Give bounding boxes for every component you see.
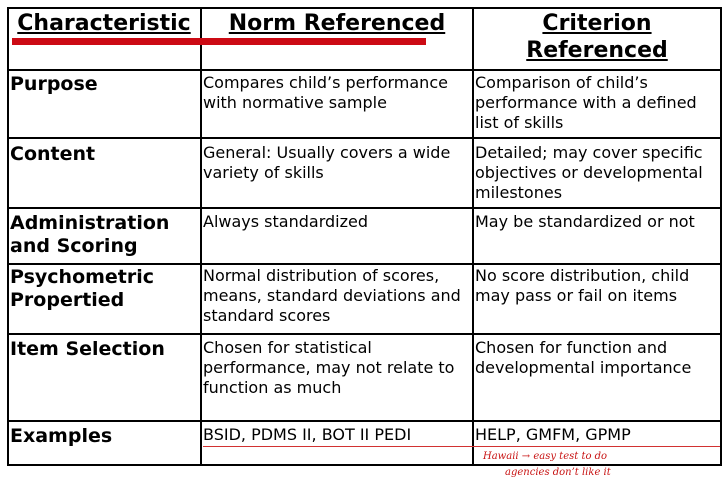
row-divider	[7, 333, 722, 335]
column-divider	[200, 7, 202, 466]
cell-item-selection-criterion: Chosen for function and developmental importance	[475, 338, 692, 377]
table-border-right	[720, 7, 722, 466]
table-border-bottom	[7, 464, 722, 466]
cell-examples-norm: BSID, PDMS II, BOT II PEDI	[203, 425, 412, 444]
cell-psychometric-norm: Normal distribution of scores, means, standard deviations and standard scores	[203, 266, 461, 325]
row-divider	[7, 263, 722, 265]
cell-purpose-norm: Compares child’s performance with normative sample	[203, 73, 448, 112]
row-label-content: Content	[10, 143, 96, 165]
cell-content-norm: General: Usually covers a wide variety of skills	[203, 143, 451, 182]
row-divider	[7, 137, 722, 139]
row-label-examples: Examples	[10, 425, 113, 447]
row-divider	[7, 207, 722, 209]
row-divider	[7, 420, 722, 422]
row-label-psychometric: Psychometric Propertied	[10, 266, 155, 311]
header-criterion-referenced: Criterion Referenced	[526, 11, 668, 63]
header-highlight-bar	[12, 38, 426, 45]
header-norm-referenced: Norm Referenced	[228, 11, 446, 36]
cell-purpose-criterion: Comparison of child’s performance with a defined list of skills	[475, 73, 697, 132]
row-label-administration: Administration and Scoring	[10, 212, 170, 257]
column-divider	[472, 7, 474, 466]
row-label-item-selection: Item Selection	[10, 338, 165, 360]
cell-psychometric-criterion: No score distribution, child may pass or fail on items	[475, 266, 690, 305]
handwritten-note-line1: Hawaii → easy test to do	[483, 451, 608, 462]
handwritten-underline	[203, 446, 720, 447]
handwritten-note-line2: agencies don’t like it	[505, 467, 611, 478]
table-border-left	[7, 7, 9, 466]
comparison-table	[7, 7, 722, 478]
cell-administration-norm: Always standardized	[203, 212, 368, 231]
table-border-top	[7, 7, 722, 9]
row-divider	[7, 69, 722, 71]
header-characteristic: Characteristic	[17, 11, 191, 36]
row-label-purpose: Purpose	[10, 73, 98, 95]
cell-item-selection-norm: Chosen for statistical performance, may not relate to function as much	[203, 338, 455, 397]
cell-examples-criterion: HELP, GMFM, GPMP	[475, 425, 631, 444]
cell-content-criterion: Detailed; may cover specific objectives or developmental milestones	[475, 143, 703, 202]
cell-administration-criterion: May be standardized or not	[475, 212, 695, 231]
